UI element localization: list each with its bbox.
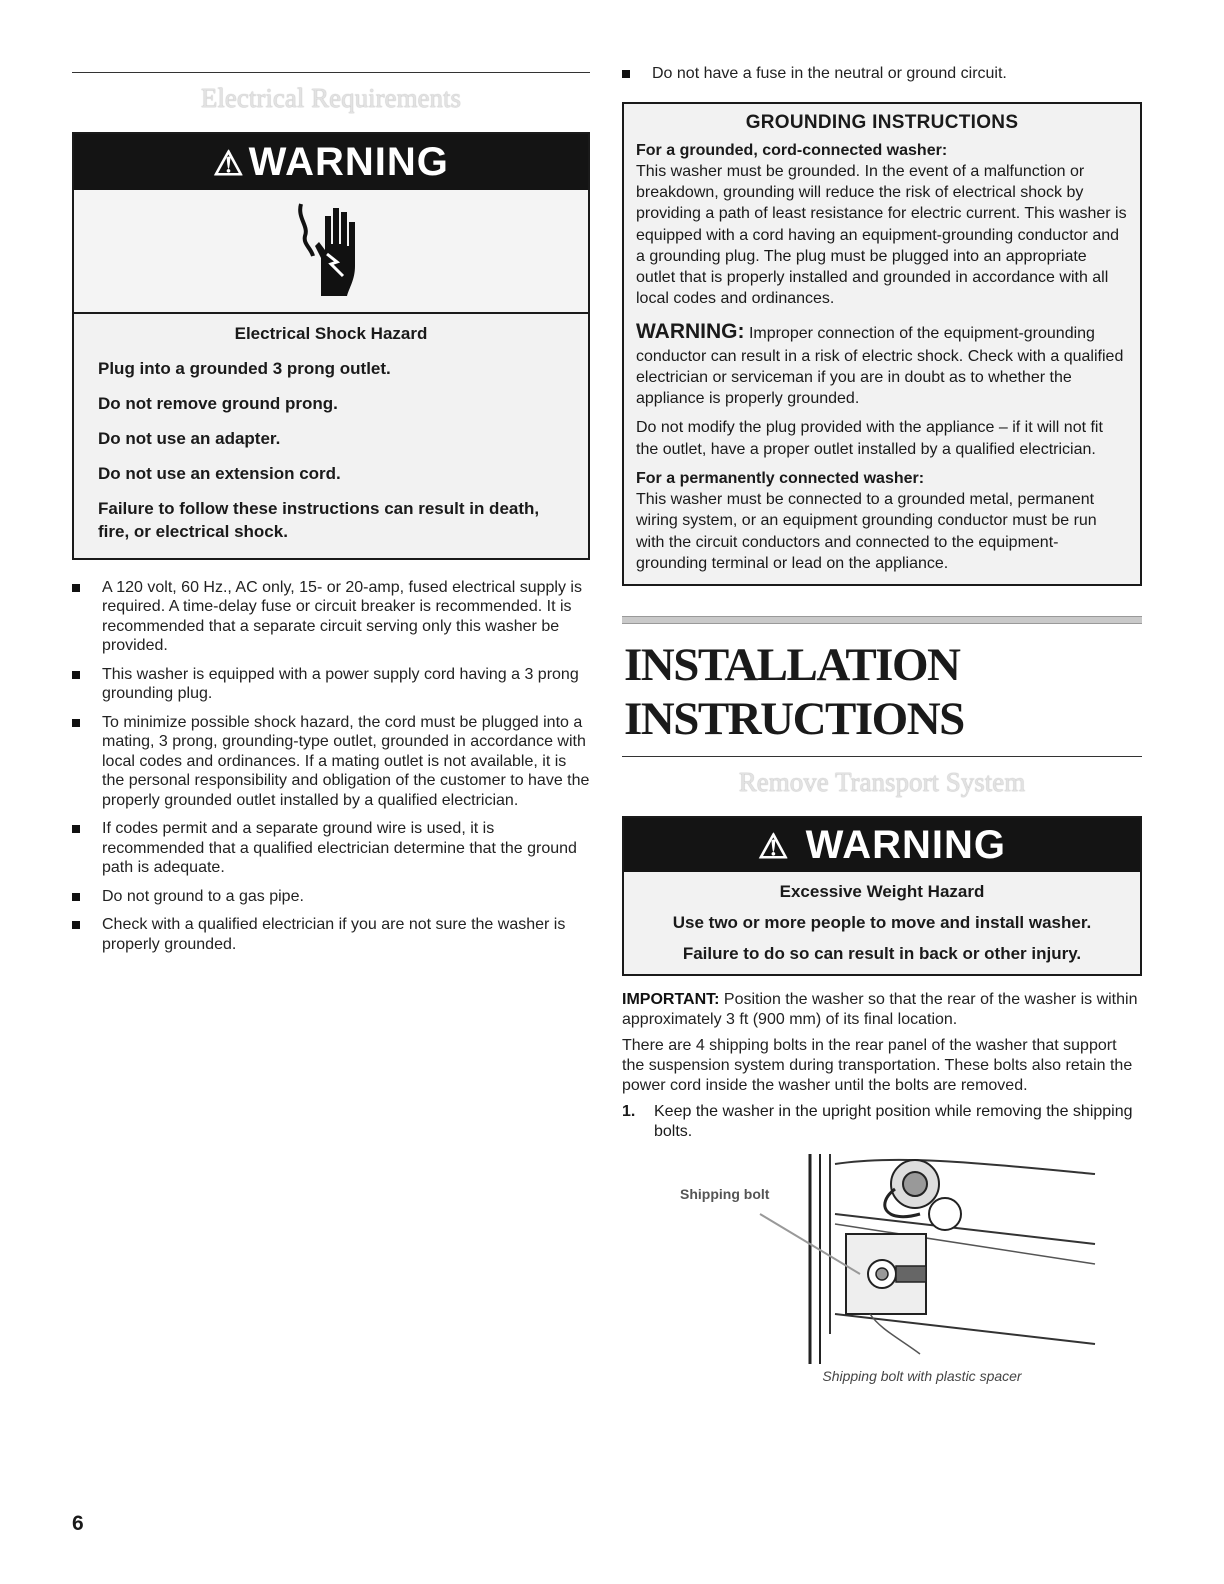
warning-body bbox=[74, 314, 588, 558]
grounding-instructions-box bbox=[622, 102, 1142, 587]
section-divider bbox=[72, 72, 590, 73]
electrical-bullet-list bbox=[72, 578, 590, 955]
warning-line: Failure to do so can result in back or other injury. bbox=[682, 944, 1082, 964]
section-title-transport: Remove Transport System bbox=[738, 767, 1026, 798]
list-item: This washer is equipped with a power supply cord having a 3 prong grounding plug. bbox=[72, 665, 590, 704]
page-number: 6 bbox=[72, 1512, 84, 1535]
list-item: If codes permit and a separate ground wire is used, it is recommended that a qualified electrician determine that the ground path is adequate. bbox=[72, 819, 590, 878]
shipping-bolt-illustration bbox=[660, 1154, 1100, 1364]
figure-label: Shipping bolt bbox=[680, 1186, 770, 1203]
step-text: Keep the washer in the upright position while removing the shipping bolts. bbox=[654, 1103, 1133, 1141]
hazard-title: Excessive Weight Hazard bbox=[779, 882, 985, 902]
electrical-warning-box bbox=[72, 132, 590, 560]
figure-caption: Shipping bolt with plastic spacer bbox=[822, 1368, 1022, 1385]
grounding-title: GROUNDING INSTRUCTIONS bbox=[745, 111, 1019, 133]
list-item: Do not ground to a gas pipe. bbox=[72, 887, 590, 907]
warning-triangle-icon: ⚠ bbox=[758, 828, 790, 867]
step-item bbox=[622, 1102, 1142, 1142]
warning-line: Do not use an adapter. bbox=[98, 428, 281, 448]
top-bullet-list bbox=[622, 64, 1142, 84]
important-text: Position the washer so that the rear of the washer is within approximately 3 ft (900 mm) of its final location. bbox=[622, 991, 1138, 1029]
grounding-subheading: For a grounded, cord-connected washer: bbox=[636, 141, 948, 159]
warning-header bbox=[74, 134, 588, 190]
hazard-title: Electrical Shock Hazard bbox=[234, 324, 428, 343]
warning-line: Do not remove ground prong. bbox=[98, 393, 338, 413]
left-column bbox=[72, 72, 590, 963]
warning-body bbox=[624, 872, 1140, 974]
warning-line: Failure to follow these instructions can result in death, fire, or electrical shock. bbox=[98, 498, 540, 541]
warning-line: Use two or more people to move and install washer. bbox=[672, 913, 1092, 933]
list-item: Check with a qualified electrician if you are not sure the washer is properly grounded. bbox=[72, 915, 590, 954]
heavy-divider bbox=[622, 616, 1142, 624]
warning-line: Do not use an extension cord. bbox=[98, 463, 341, 483]
right-column bbox=[622, 64, 1142, 1384]
list-item: A 120 volt, 60 Hz., AC only, 15- or 20-amp, fused electrical supply is required. A time-delay fuse or circuit breaker is recommended. It is recommended that a separate circuit serving only this washer be provided. bbox=[72, 578, 590, 656]
grounding-paragraph: This washer must be connected to a grounded metal, permanent wiring system, or an equipment grounding conductor must be run with the circuit conductors and connected to the equipment-grounding terminal or lead on the appliance. bbox=[636, 491, 1097, 572]
shock-hazard-icon-area bbox=[74, 190, 588, 314]
warning-header-text: WARNING bbox=[805, 823, 1006, 868]
section-title-electrical: Electrical Requirements bbox=[200, 83, 462, 113]
shipping-bolts-paragraph: There are 4 shipping bolts in the rear panel of the washer that support the suspension system during transportation. These bolts also retain the power cord inside the washer until the bolts are removed. bbox=[622, 1037, 1133, 1095]
grounding-paragraph: Do not modify the plug provided with the appliance – if it will not fit the outlet, have a proper outlet installed by a qualified electrician. bbox=[636, 419, 1103, 458]
step-number: 1. bbox=[622, 1103, 636, 1121]
steps-list bbox=[622, 1102, 1142, 1142]
grounding-paragraph: This washer must be grounded. In the event of a malfunction or breakdown, grounding will reduce the risk of electrical shock by providing a path of least resistance for electric current. This washer is equipped with a cord having an equipment-grounding conductor and a grounding plug. The plug must be plugged into an appropriate outlet that is properly installed and grounded in accordance with all local codes and ordinances. bbox=[636, 162, 1127, 308]
warning-line: Plug into a grounded 3 prong outlet. bbox=[98, 359, 391, 378]
important-paragraph bbox=[622, 990, 1142, 1030]
section-divider bbox=[622, 756, 1142, 757]
installation-title: INSTALLATION INSTRUCTIONS bbox=[624, 639, 964, 746]
warning-header-text: WARNING bbox=[248, 140, 449, 184]
list-item: To minimize possible shock hazard, the cord must be plugged into a mating, 3 prong, grounding-type outlet, grounded in accordance with local codes and ordinances. If a mating outlet is not available, it is the personal responsibility and obligation of the customer to have the properly grounded outlet installed by a qualified electrician. bbox=[72, 713, 590, 811]
grounding-warning-paragraph bbox=[636, 318, 1128, 410]
important-label: IMPORTANT: bbox=[622, 991, 720, 1009]
list-item: Do not have a fuse in the neutral or ground circuit. bbox=[622, 64, 1142, 84]
warning-triangle-icon: ⚠ bbox=[213, 145, 245, 183]
warning-text: Improper connection of the equipment-grounding conductor can result in a risk of electric shock. Check with a qualified electrician or serviceman if you are in doubt as to whether the appliance is properly grounded. bbox=[636, 324, 1124, 408]
warning-header bbox=[624, 818, 1140, 872]
warning-label: WARNING: bbox=[636, 319, 745, 343]
electric-shock-hand-icon bbox=[291, 196, 371, 306]
grounding-subheading: For a permanently connected washer: bbox=[636, 469, 925, 487]
weight-warning-box bbox=[622, 816, 1142, 976]
